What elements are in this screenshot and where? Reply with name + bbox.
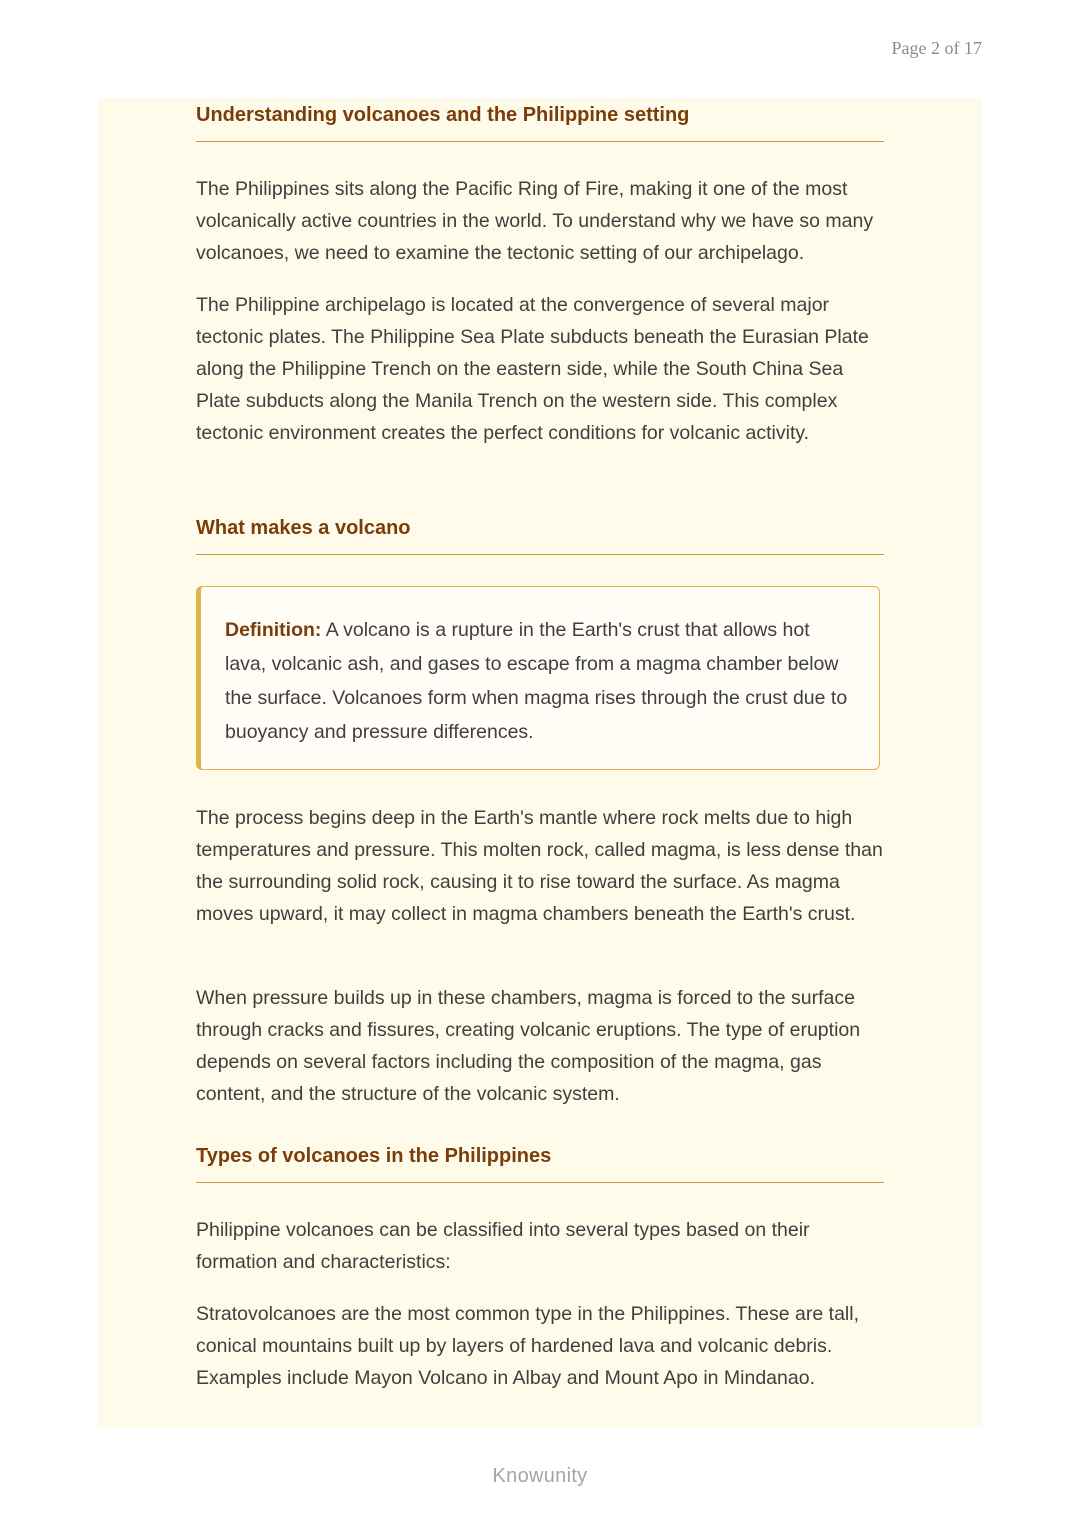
paragraph-stratovolcanoes: Stratovolcanoes are the most common type in the Philippines. These are tall, conical mountains built up by layers of hardened lava and volcanic debris. Examples include Mayon Volcano in Albay and Mount Apo in Mindanao. <box>196 1303 859 1389</box>
paragraph-classification: Philippine volcanoes can be classified into several types based on their formation and characteristics: <box>196 1219 810 1273</box>
heading-divider <box>196 141 884 142</box>
section-heading-what-makes-volcano: What makes a volcano <box>196 517 411 539</box>
paragraph-magma-process: The process begins deep in the Earth's mantle where rock melts due to high temperatures and pressure. This molten rock, called magma, is less dense than the surrounding solid rock, causing it to rise toward the surface. As magma moves upward, it may collect in magma chambers beneath the Earth's crust. <box>196 807 883 925</box>
paragraph-eruptions: When pressure builds up in these chambers, magma is forced to the surface through cracks and fissures, creating volcanic eruptions. The type of eruption depends on several factors including the composition of the magma, gas content, and the structure of the volcanic system. <box>196 987 861 1105</box>
heading-divider <box>196 1182 884 1183</box>
section-heading-types: Types of volcanoes in the Philippines <box>196 1145 552 1167</box>
section-heading-setting: Understanding volcanoes and the Philippine setting <box>196 104 690 126</box>
definition-text <box>225 613 855 749</box>
footer-brand: Knowunity <box>492 1465 588 1487</box>
definition-callout <box>196 586 880 770</box>
note-page <box>98 98 982 1428</box>
paragraph-tectonic-plates: The Philippine archipelago is located at the convergence of several major tectonic plates. The Philippine Sea Plate subducts beneath the Eurasian Plate along the Philippine Trench on the eastern side, while the South China Sea Plate subducts along the Manila Trench on the western side. This complex tectonic environment creates the perfect conditions for volcanic activity. <box>196 294 869 444</box>
paragraph-ring-of-fire: The Philippines sits along the Pacific Ring of Fire, making it one of the most volcanically active countries in the world. To understand why we have so many volcanoes, we need to examine the tectonic setting of our archipelago. <box>196 178 874 264</box>
heading-divider <box>196 554 884 555</box>
definition-body: A volcano is a rupture in the Earth's crust that allows hot lava, volcanic ash, and gases to escape from a magma chamber below the surface. Volcanoes form when magma rises through the crust due to buoyancy and pressure differences. <box>225 619 848 743</box>
definition-label: Definition: <box>225 619 322 641</box>
page-number: Page 2 of 17 <box>891 38 982 58</box>
